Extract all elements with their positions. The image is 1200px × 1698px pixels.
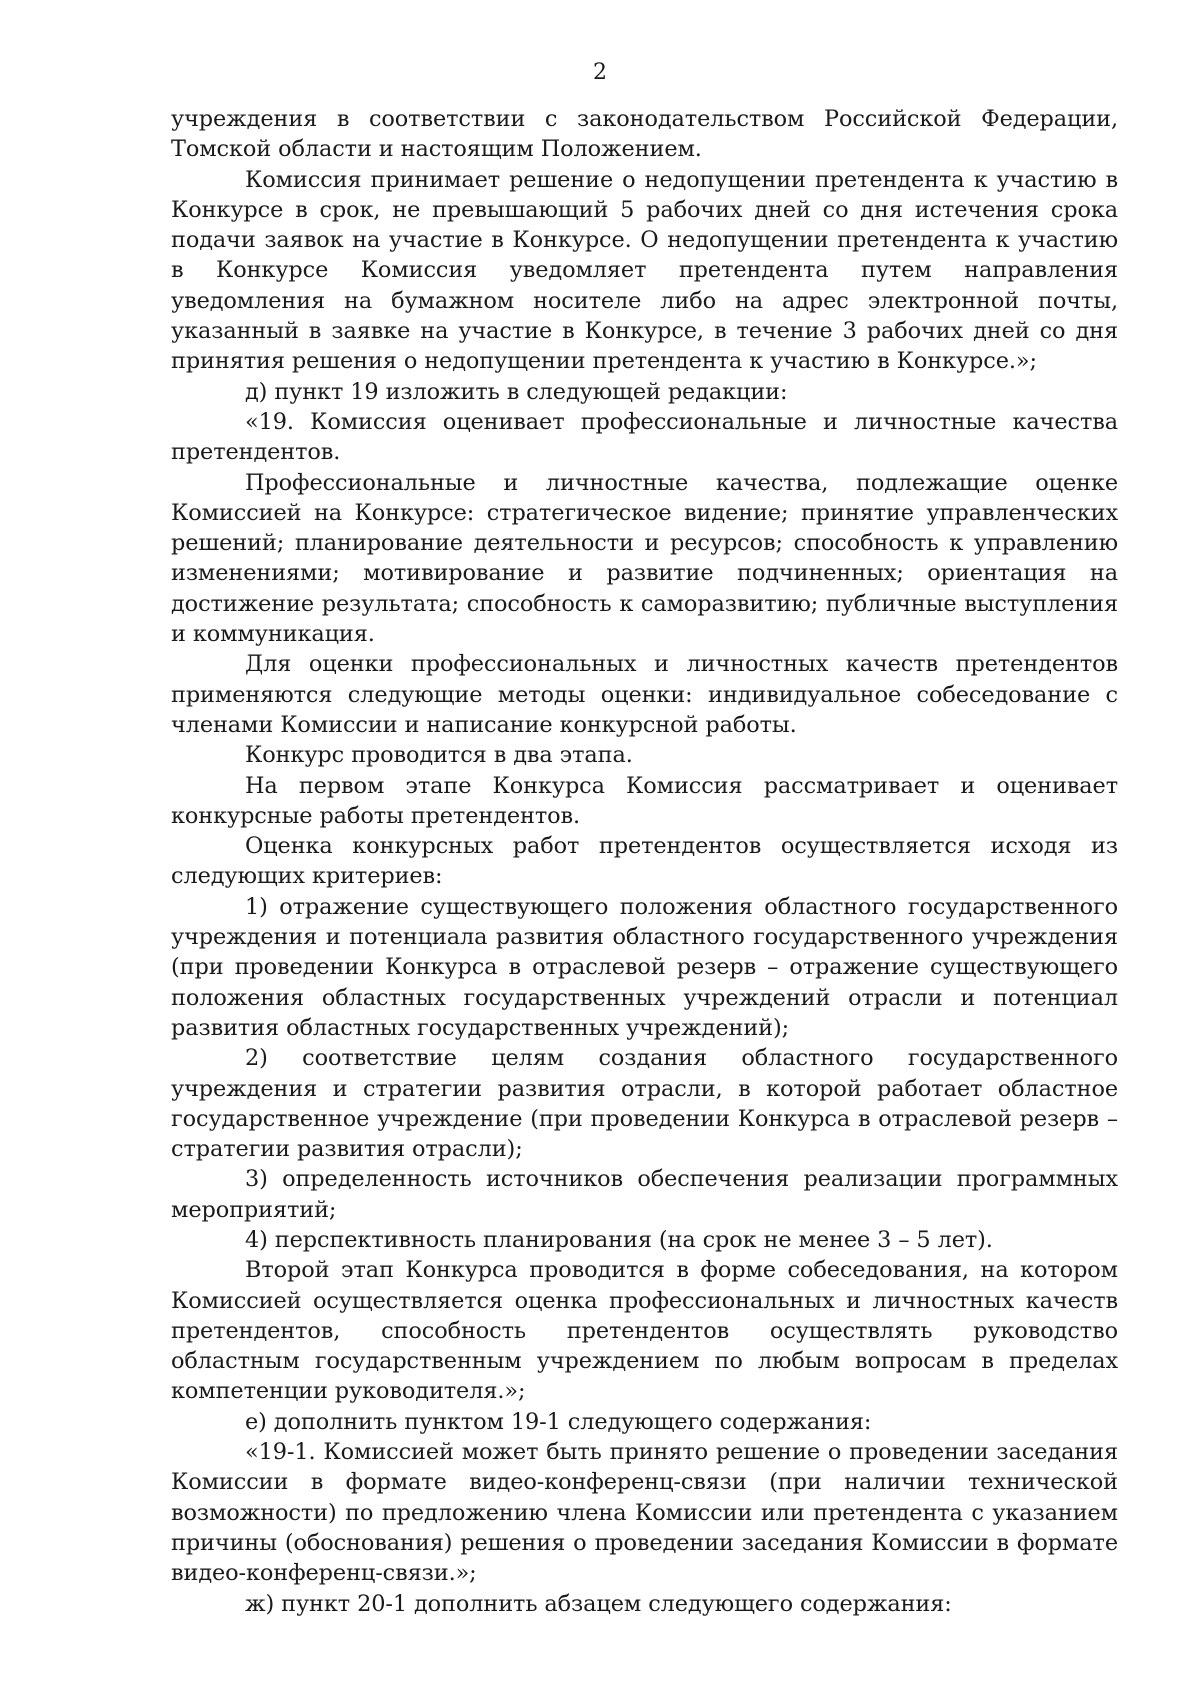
- page-number: 2: [593, 60, 607, 85]
- paragraph-criterion-3: 3) определенность источников обеспечения реализации программных мероприятий;: [171, 1166, 1118, 1223]
- paragraph-criteria-intro: Оценка конкурсных работ претендентов осуществляется исходя из следующих критериев:: [171, 833, 1118, 890]
- paragraph-criterion-4: 4) перспективность планирования (на срок не менее 3 – 5 лет).: [245, 1226, 993, 1253]
- paragraph-clause-19: «19. Комиссия оценивает профессиональные и личностные качества претендентов.: [171, 408, 1118, 466]
- paragraph-stages: Конкурс проводится в два этапа.: [245, 742, 633, 769]
- paragraph-criterion-1: 1) отражение существующего положения областного государственного учреждения и потенциала развития областного государственного учреждения (при проведении Конкурса в отраслевой резерв – отражение существующего положения областных государственных учреждений отрасли и потенциал развития областных государственных учреждений);: [171, 893, 1118, 1041]
- paragraph-criterion-2: 2) соответствие целям создания областного государственного учреждения и стратегии развития отрасли, в которой работает областное государственное учреждение (при проведении Конкурса в отраслевой резерв – стратегии развития отрасли);: [171, 1045, 1118, 1163]
- paragraph-continuation: учреждения в соответствии с законодательством Российской Федерации, Томской области и настоящим Положением.: [171, 106, 1118, 163]
- paragraph-second-stage: Второй этап Конкурса проводится в форме собеседования, на котором Комиссией осуществляется оценка профессиональных и личностных качеств претендентов, способность претендентов осуществлять руководство областным государственным учреждением по любым вопросам в пределах компетенции руководителя.»;: [171, 1257, 1118, 1405]
- paragraph-item-e: е) дополнить пунктом 19-1 следующего содержания:: [245, 1408, 872, 1435]
- paragraph-first-stage: На первом этапе Конкурса Комиссия рассматривает и оценивает конкурсные работы претендентов.: [171, 772, 1118, 829]
- paragraph-item-zh: ж) пункт 20-1 дополнить абзацем следующего содержания:: [245, 1590, 952, 1617]
- document-body: [171, 104, 1118, 1619]
- paragraph-item-d: д) пункт 19 изложить в следующей редакции:: [245, 378, 788, 405]
- paragraph-clause-19-1: «19-1. Комиссией может быть принято решение о проведении заседания Комиссии в формате видео-конференц-связи (при наличии технической возможности) по предложению члена Комиссии или претендента с указанием причины (обоснования) решения о проведении заседания Комиссии в формате видео-конференц-связи.»;: [171, 1439, 1118, 1587]
- paragraph-qualities: Профессиональные и личностные качества, подлежащие оценке Комиссией на Конкурсе: стратегическое видение; принятие управленческих решений; планирование деятельности и ресурсов; способность к управлению изменениями; мотивирование и развитие подчиненных; ориентация на достижение результата; способность к саморазвитию; публичные выступления и коммуникация.: [171, 469, 1118, 648]
- paragraph-rejection-decision: Комиссия принимает решение о недопущении претендента к участию в Конкурсе в срок, не превышающий 5 рабочих дней со дня истечения срока подачи заявок на участие в Конкурсе. О недопущении претендента к участию в Конкурсе Комиссия уведомляет претендента путем направления уведомления на бумажном носителе либо на адрес электронной почты, указанный в заявке на участие в Конкурсе, в течение 3 рабочих дней со дня принятия решения о недопущении претендента к участию в Конкурсе.»;: [171, 166, 1118, 375]
- paragraph-methods: Для оценки профессиональных и личностных качеств претендентов применяются следующие методы оценки: индивидуальное собеседование с членами Комиссии и написание конкурсной работы.: [171, 651, 1118, 738]
